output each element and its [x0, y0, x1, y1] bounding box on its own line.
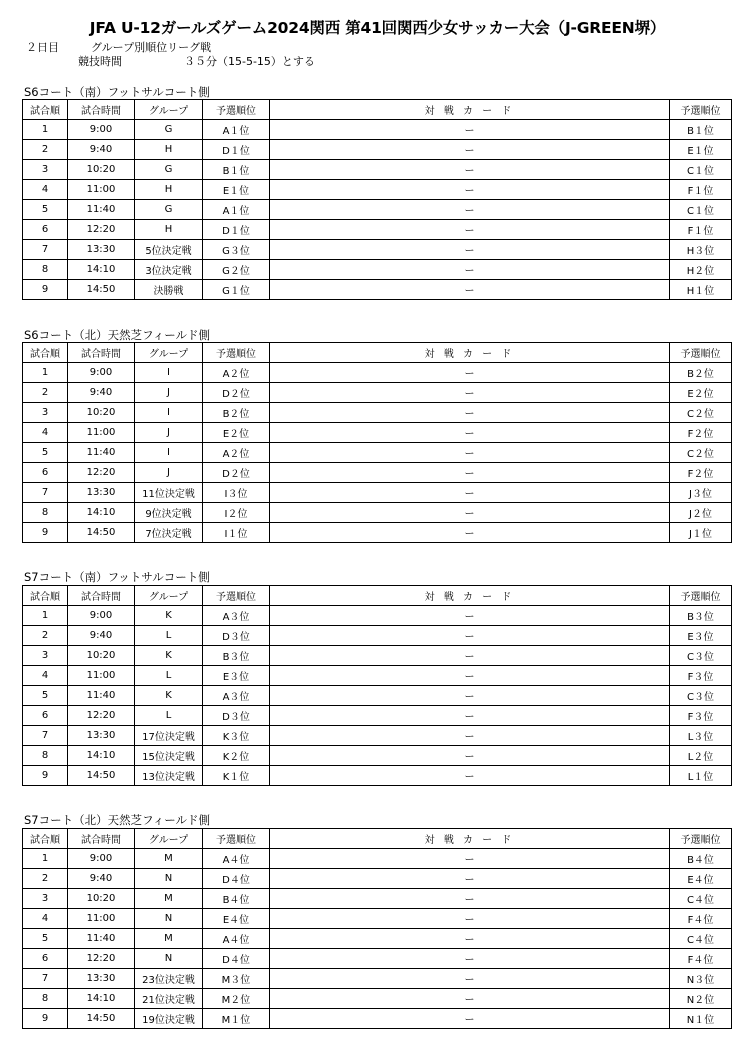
- time-cell: 9:00: [68, 120, 135, 140]
- rank-right-cell: F１位: [670, 180, 732, 200]
- rank-left-cell: A２位: [203, 363, 270, 383]
- rank-right-cell: J３位: [670, 483, 732, 503]
- vs-separator: ー: [270, 726, 670, 746]
- table-row: [23, 280, 732, 300]
- rank-right-cell: C４位: [670, 929, 732, 949]
- duration-value: ３５分（15-5-15）とする: [184, 55, 315, 68]
- header-group: グループ: [135, 829, 203, 849]
- table-header-row: [23, 100, 732, 120]
- match-no-cell: 4: [23, 423, 68, 443]
- vs-separator: ー: [270, 363, 670, 383]
- time-cell: 11:00: [68, 909, 135, 929]
- match-no-cell: 3: [23, 646, 68, 666]
- group-cell: I: [135, 363, 203, 383]
- rank-right-cell: N３位: [670, 969, 732, 989]
- rank-left-cell: D１位: [203, 140, 270, 160]
- rank-right-cell: C１位: [670, 200, 732, 220]
- rank-left-cell: A４位: [203, 929, 270, 949]
- group-cell: 11位決定戦: [135, 483, 203, 503]
- time-cell: 11:40: [68, 929, 135, 949]
- match-no-cell: 5: [23, 686, 68, 706]
- header-group: グループ: [135, 343, 203, 363]
- table-row: [23, 160, 732, 180]
- match-no-cell: 2: [23, 383, 68, 403]
- table-row: [23, 746, 732, 766]
- rank-left-cell: K１位: [203, 766, 270, 786]
- match-no-cell: 6: [23, 949, 68, 969]
- rank-right-cell: C３位: [670, 646, 732, 666]
- vs-separator: ー: [270, 160, 670, 180]
- time-cell: 12:20: [68, 949, 135, 969]
- time-cell: 9:00: [68, 363, 135, 383]
- match-no-cell: 1: [23, 606, 68, 626]
- table-row: [23, 120, 732, 140]
- match-no-cell: 8: [23, 746, 68, 766]
- header-rank-right: 予選順位: [670, 343, 732, 363]
- rank-left-cell: B１位: [203, 160, 270, 180]
- table-row: [23, 646, 732, 666]
- time-cell: 13:30: [68, 483, 135, 503]
- match-no-cell: 8: [23, 989, 68, 1009]
- section-title: S6コート（南）フットサルコート側: [24, 85, 210, 99]
- table-header-row: [23, 343, 732, 363]
- rank-left-cell: D４位: [203, 949, 270, 969]
- header-time: 試合時間: [68, 343, 135, 363]
- vs-separator: ー: [270, 989, 670, 1009]
- group-cell: 23位決定戦: [135, 969, 203, 989]
- header-card: 対 戦 カ ー ド: [270, 100, 670, 120]
- vs-separator: ー: [270, 909, 670, 929]
- group-cell: 3位決定戦: [135, 260, 203, 280]
- vs-separator: ー: [270, 200, 670, 220]
- group-cell: 19位決定戦: [135, 1009, 203, 1029]
- time-cell: 9:00: [68, 606, 135, 626]
- rank-left-cell: K２位: [203, 746, 270, 766]
- vs-separator: ー: [270, 120, 670, 140]
- match-no-cell: 9: [23, 523, 68, 543]
- time-cell: 13:30: [68, 726, 135, 746]
- vs-separator: ー: [270, 140, 670, 160]
- header-rank-left: 予選順位: [203, 343, 270, 363]
- time-cell: 12:20: [68, 220, 135, 240]
- vs-separator: ー: [270, 686, 670, 706]
- schedule-table: [22, 99, 732, 300]
- vs-separator: ー: [270, 869, 670, 889]
- vs-separator: ー: [270, 220, 670, 240]
- time-cell: 14:50: [68, 1009, 135, 1029]
- rank-right-cell: C１位: [670, 160, 732, 180]
- rank-right-cell: C２位: [670, 443, 732, 463]
- rank-left-cell: A４位: [203, 849, 270, 869]
- group-cell: J: [135, 463, 203, 483]
- header-match-no: 試合順: [23, 829, 68, 849]
- group-cell: L: [135, 706, 203, 726]
- group-cell: H: [135, 220, 203, 240]
- table-row: [23, 260, 732, 280]
- group-cell: I: [135, 443, 203, 463]
- rank-right-cell: E２位: [670, 383, 732, 403]
- match-no-cell: 4: [23, 909, 68, 929]
- rank-left-cell: D３位: [203, 706, 270, 726]
- rank-left-cell: M２位: [203, 989, 270, 1009]
- rank-right-cell: B３位: [670, 606, 732, 626]
- group-cell: M: [135, 929, 203, 949]
- table-row: [23, 403, 732, 423]
- match-no-cell: 5: [23, 443, 68, 463]
- vs-separator: ー: [270, 929, 670, 949]
- rank-right-cell: J１位: [670, 523, 732, 543]
- rank-left-cell: A３位: [203, 606, 270, 626]
- rank-left-cell: A１位: [203, 120, 270, 140]
- match-no-cell: 4: [23, 666, 68, 686]
- rank-left-cell: E４位: [203, 909, 270, 929]
- vs-separator: ー: [270, 523, 670, 543]
- header-rank-left: 予選順位: [203, 829, 270, 849]
- table-row: [23, 523, 732, 543]
- section-title: S7コート（北）天然芝フィールド側: [24, 813, 210, 827]
- table-row: [23, 483, 732, 503]
- group-cell: H: [135, 180, 203, 200]
- group-cell: L: [135, 626, 203, 646]
- schedule-table: [22, 828, 732, 1029]
- rank-right-cell: H１位: [670, 280, 732, 300]
- table-row: [23, 363, 732, 383]
- group-cell: N: [135, 949, 203, 969]
- rank-right-cell: C３位: [670, 686, 732, 706]
- time-cell: 10:20: [68, 403, 135, 423]
- table-row: [23, 706, 732, 726]
- section-title: S6コート（北）天然芝フィールド側: [24, 328, 210, 342]
- rank-left-cell: D３位: [203, 626, 270, 646]
- group-cell: 13位決定戦: [135, 766, 203, 786]
- rank-right-cell: E４位: [670, 869, 732, 889]
- match-no-cell: 8: [23, 503, 68, 523]
- header-match-no: 試合順: [23, 586, 68, 606]
- time-cell: 14:10: [68, 260, 135, 280]
- table-row: [23, 626, 732, 646]
- table-row: [23, 383, 732, 403]
- match-no-cell: 6: [23, 220, 68, 240]
- match-no-cell: 9: [23, 1009, 68, 1029]
- time-cell: 10:20: [68, 889, 135, 909]
- time-cell: 14:10: [68, 746, 135, 766]
- rank-left-cell: D２位: [203, 383, 270, 403]
- time-cell: 14:50: [68, 523, 135, 543]
- vs-separator: ー: [270, 969, 670, 989]
- rank-left-cell: B３位: [203, 646, 270, 666]
- vs-separator: ー: [270, 606, 670, 626]
- rank-right-cell: H２位: [670, 260, 732, 280]
- time-cell: 11:00: [68, 180, 135, 200]
- rank-left-cell: E３位: [203, 666, 270, 686]
- header-time: 試合時間: [68, 586, 135, 606]
- time-cell: 11:40: [68, 443, 135, 463]
- group-cell: M: [135, 889, 203, 909]
- group-cell: M: [135, 849, 203, 869]
- rank-right-cell: F４位: [670, 949, 732, 969]
- group-cell: J: [135, 423, 203, 443]
- schedule-table: [22, 585, 732, 786]
- time-cell: 10:20: [68, 646, 135, 666]
- table-row: [23, 220, 732, 240]
- table-header-row: [23, 586, 732, 606]
- table-row: [23, 240, 732, 260]
- match-no-cell: 2: [23, 869, 68, 889]
- vs-separator: ー: [270, 849, 670, 869]
- match-no-cell: 6: [23, 706, 68, 726]
- table-row: [23, 666, 732, 686]
- table-row: [23, 889, 732, 909]
- schedule-table: [22, 342, 732, 543]
- vs-separator: ー: [270, 240, 670, 260]
- rank-right-cell: L２位: [670, 746, 732, 766]
- vs-separator: ー: [270, 766, 670, 786]
- rank-left-cell: G１位: [203, 280, 270, 300]
- header-card: 対 戦 カ ー ド: [270, 586, 670, 606]
- header-group: グループ: [135, 586, 203, 606]
- table-row: [23, 869, 732, 889]
- rank-right-cell: E１位: [670, 140, 732, 160]
- rank-left-cell: M１位: [203, 1009, 270, 1029]
- match-no-cell: 3: [23, 160, 68, 180]
- table-row: [23, 929, 732, 949]
- group-cell: H: [135, 140, 203, 160]
- time-cell: 12:20: [68, 706, 135, 726]
- table-row: [23, 969, 732, 989]
- rank-left-cell: E２位: [203, 423, 270, 443]
- rank-left-cell: K３位: [203, 726, 270, 746]
- header-group: グループ: [135, 100, 203, 120]
- table-row: [23, 989, 732, 1009]
- header-match-no: 試合順: [23, 100, 68, 120]
- time-cell: 9:40: [68, 626, 135, 646]
- time-cell: 14:10: [68, 503, 135, 523]
- rank-left-cell: D１位: [203, 220, 270, 240]
- group-cell: 7位決定戦: [135, 523, 203, 543]
- group-cell: J: [135, 383, 203, 403]
- table-row: [23, 766, 732, 786]
- group-cell: N: [135, 869, 203, 889]
- vs-separator: ー: [270, 443, 670, 463]
- group-cell: 17位決定戦: [135, 726, 203, 746]
- table-row: [23, 463, 732, 483]
- time-cell: 11:40: [68, 200, 135, 220]
- group-cell: 21位決定戦: [135, 989, 203, 1009]
- day-label: ２日目: [26, 41, 59, 54]
- vs-separator: ー: [270, 706, 670, 726]
- header-rank-left: 予選順位: [203, 100, 270, 120]
- rank-right-cell: B１位: [670, 120, 732, 140]
- rank-right-cell: F４位: [670, 909, 732, 929]
- rank-left-cell: A１位: [203, 200, 270, 220]
- table-row: [23, 200, 732, 220]
- group-cell: N: [135, 909, 203, 929]
- vs-separator: ー: [270, 949, 670, 969]
- time-cell: 13:30: [68, 969, 135, 989]
- match-no-cell: 2: [23, 626, 68, 646]
- rank-right-cell: E３位: [670, 626, 732, 646]
- group-cell: 5位決定戦: [135, 240, 203, 260]
- rank-right-cell: L１位: [670, 766, 732, 786]
- header-rank-right: 予選順位: [670, 829, 732, 849]
- match-no-cell: 1: [23, 363, 68, 383]
- page-title: JFA U-12ガールズゲーム2024関西 第41回関西少女サッカー大会（J-GREEN堺）: [89, 19, 666, 37]
- rank-left-cell: B２位: [203, 403, 270, 423]
- table-row: [23, 503, 732, 523]
- time-cell: 9:40: [68, 383, 135, 403]
- time-cell: 14:10: [68, 989, 135, 1009]
- match-no-cell: 9: [23, 280, 68, 300]
- vs-separator: ー: [270, 746, 670, 766]
- group-cell: K: [135, 606, 203, 626]
- match-no-cell: 4: [23, 180, 68, 200]
- match-no-cell: 7: [23, 483, 68, 503]
- time-cell: 14:50: [68, 766, 135, 786]
- vs-separator: ー: [270, 626, 670, 646]
- rank-left-cell: G２位: [203, 260, 270, 280]
- rank-left-cell: A３位: [203, 686, 270, 706]
- vs-separator: ー: [270, 666, 670, 686]
- time-cell: 11:00: [68, 666, 135, 686]
- match-no-cell: 5: [23, 929, 68, 949]
- rank-right-cell: F１位: [670, 220, 732, 240]
- rank-right-cell: C２位: [670, 403, 732, 423]
- match-no-cell: 6: [23, 463, 68, 483]
- header-rank-right: 予選順位: [670, 100, 732, 120]
- rank-right-cell: F２位: [670, 423, 732, 443]
- vs-separator: ー: [270, 1009, 670, 1029]
- match-no-cell: 2: [23, 140, 68, 160]
- group-cell: I: [135, 403, 203, 423]
- header-match-no: 試合順: [23, 343, 68, 363]
- match-no-cell: 1: [23, 120, 68, 140]
- table-row: [23, 1009, 732, 1029]
- group-cell: G: [135, 160, 203, 180]
- rank-right-cell: F３位: [670, 666, 732, 686]
- rank-right-cell: B４位: [670, 849, 732, 869]
- rank-left-cell: G３位: [203, 240, 270, 260]
- rank-left-cell: D２位: [203, 463, 270, 483]
- table-row: [23, 909, 732, 929]
- vs-separator: ー: [270, 463, 670, 483]
- rank-right-cell: N２位: [670, 989, 732, 1009]
- format-label: グループ別順位リーグ戦: [91, 41, 212, 54]
- group-cell: K: [135, 646, 203, 666]
- table-row: [23, 606, 732, 626]
- rank-right-cell: L３位: [670, 726, 732, 746]
- header-card: 対 戦 カ ー ド: [270, 829, 670, 849]
- rank-right-cell: F２位: [670, 463, 732, 483]
- match-no-cell: 7: [23, 969, 68, 989]
- rank-left-cell: E１位: [203, 180, 270, 200]
- vs-separator: ー: [270, 403, 670, 423]
- table-row: [23, 949, 732, 969]
- header-card: 対 戦 カ ー ド: [270, 343, 670, 363]
- header-time: 試合時間: [68, 829, 135, 849]
- table-row: [23, 140, 732, 160]
- time-cell: 11:00: [68, 423, 135, 443]
- match-no-cell: 5: [23, 200, 68, 220]
- group-cell: L: [135, 666, 203, 686]
- vs-separator: ー: [270, 383, 670, 403]
- time-cell: 14:50: [68, 280, 135, 300]
- vs-separator: ー: [270, 280, 670, 300]
- table-row: [23, 180, 732, 200]
- match-no-cell: 8: [23, 260, 68, 280]
- match-no-cell: 3: [23, 889, 68, 909]
- group-cell: G: [135, 200, 203, 220]
- vs-separator: ー: [270, 423, 670, 443]
- time-cell: 12:20: [68, 463, 135, 483]
- rank-left-cell: A２位: [203, 443, 270, 463]
- header-time: 試合時間: [68, 100, 135, 120]
- vs-separator: ー: [270, 646, 670, 666]
- vs-separator: ー: [270, 503, 670, 523]
- match-no-cell: 7: [23, 726, 68, 746]
- match-no-cell: 1: [23, 849, 68, 869]
- vs-separator: ー: [270, 889, 670, 909]
- table-row: [23, 443, 732, 463]
- time-cell: 10:20: [68, 160, 135, 180]
- table-row: [23, 726, 732, 746]
- time-cell: 9:40: [68, 140, 135, 160]
- rank-right-cell: B２位: [670, 363, 732, 383]
- rank-left-cell: B４位: [203, 889, 270, 909]
- rank-left-cell: I２位: [203, 503, 270, 523]
- vs-separator: ー: [270, 180, 670, 200]
- time-cell: 13:30: [68, 240, 135, 260]
- rank-left-cell: I１位: [203, 523, 270, 543]
- match-no-cell: 9: [23, 766, 68, 786]
- match-no-cell: 7: [23, 240, 68, 260]
- vs-separator: ー: [270, 260, 670, 280]
- time-cell: 11:40: [68, 686, 135, 706]
- header-rank-left: 予選順位: [203, 586, 270, 606]
- time-cell: 9:40: [68, 869, 135, 889]
- rank-left-cell: M３位: [203, 969, 270, 989]
- header-rank-right: 予選順位: [670, 586, 732, 606]
- rank-right-cell: N１位: [670, 1009, 732, 1029]
- rank-right-cell: J２位: [670, 503, 732, 523]
- group-cell: 15位決定戦: [135, 746, 203, 766]
- table-row: [23, 423, 732, 443]
- vs-separator: ー: [270, 483, 670, 503]
- time-cell: 9:00: [68, 849, 135, 869]
- rank-right-cell: C４位: [670, 889, 732, 909]
- group-cell: K: [135, 686, 203, 706]
- rank-right-cell: H３位: [670, 240, 732, 260]
- match-no-cell: 3: [23, 403, 68, 423]
- duration-label: 競技時間: [78, 55, 122, 68]
- group-cell: 決勝戦: [135, 280, 203, 300]
- table-header-row: [23, 829, 732, 849]
- section-title: S7コート（南）フットサルコート側: [24, 570, 210, 584]
- table-row: [23, 849, 732, 869]
- rank-left-cell: I３位: [203, 483, 270, 503]
- group-cell: 9位決定戦: [135, 503, 203, 523]
- rank-right-cell: F３位: [670, 706, 732, 726]
- table-row: [23, 686, 732, 706]
- group-cell: G: [135, 120, 203, 140]
- rank-left-cell: D４位: [203, 869, 270, 889]
